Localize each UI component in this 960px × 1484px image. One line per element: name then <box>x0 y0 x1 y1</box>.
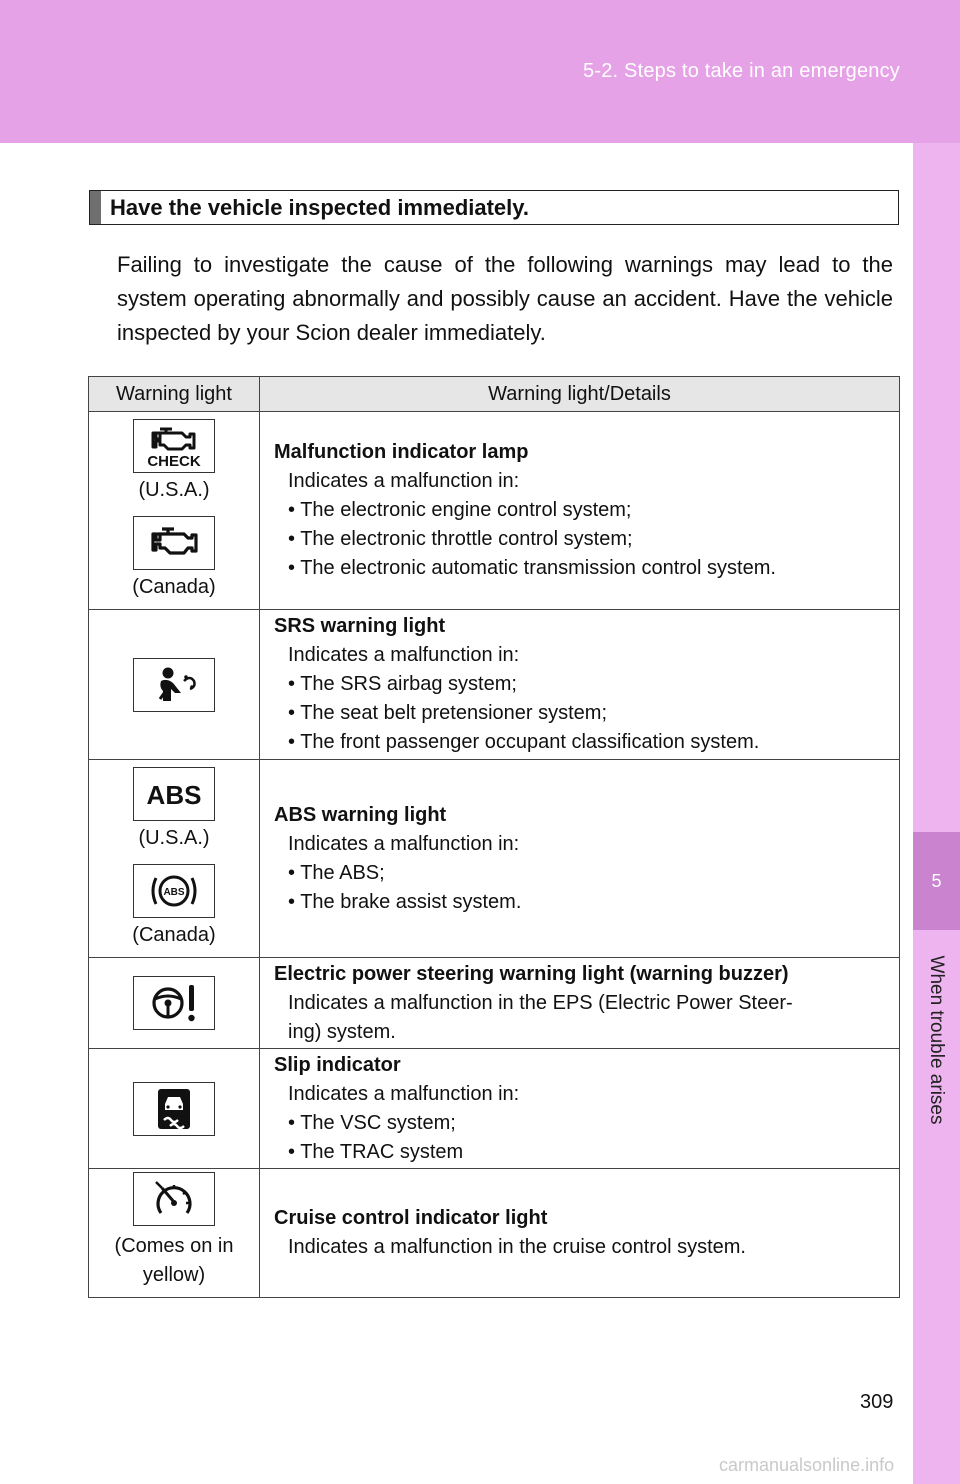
cruise-control-icon <box>133 1172 215 1226</box>
table-row <box>89 760 900 958</box>
icon-cell <box>89 610 260 760</box>
check-engine-icon <box>133 419 215 473</box>
section-title: Have the vehicle inspected immediately. <box>110 195 529 220</box>
details-cell <box>260 412 900 610</box>
abs-text-icon <box>133 767 215 821</box>
watermark: carmanualsonline.info <box>719 1455 895 1475</box>
page-header <box>0 0 960 143</box>
detail-line: Indicates a malfunction in: <box>288 832 520 855</box>
warning-light-table <box>88 376 900 1298</box>
table-row <box>89 610 900 760</box>
icon-cell <box>89 760 260 958</box>
warning-title: Electric power steering warning light (warning buzzer) <box>274 962 789 985</box>
detail-line: Indicates a malfunction in the EPS (Electric Power Steer- <box>288 991 793 1014</box>
detail-line: Indicates a malfunction in: <box>288 470 520 492</box>
warning-title: SRS warning light <box>274 615 446 637</box>
detail-line: • The TRAC system <box>288 1140 464 1163</box>
section-heading-bar <box>89 190 899 225</box>
page-number: 309 <box>860 1391 894 1413</box>
detail-line: • The electronic engine control system; <box>288 499 632 521</box>
chapter-side-tab <box>913 143 960 1484</box>
details-cell <box>260 1169 900 1298</box>
icon-cell <box>89 1169 260 1298</box>
abs-circle-icon <box>133 864 215 918</box>
detail-line: • The front passenger occupant classification system. <box>288 731 760 753</box>
detail-line: • The SRS airbag system; <box>288 673 517 695</box>
color-note-label: (Comes on in yellow) <box>114 1235 234 1286</box>
engine-icon <box>133 516 215 570</box>
chapter-title: When trouble arises <box>926 955 947 1125</box>
detail-line: • The electronic automatic transmission control system. <box>288 557 776 579</box>
table-row <box>89 1049 900 1169</box>
region-label: (Canada) <box>132 923 216 946</box>
column-header-warning-light: Warning light <box>89 377 260 412</box>
detail-line: Indicates a malfunction in: <box>288 1082 520 1105</box>
region-label: (Canada) <box>132 575 216 598</box>
column-header-details: Warning light/Details <box>260 377 900 412</box>
steering-warning-icon <box>133 976 215 1030</box>
region-label: (U.S.A.) <box>138 478 210 501</box>
intro-paragraph: Failing to investigate the cause of the following warnings may lead to the system operating abnormally and possibly cause an accident. Have the vehicle inspected by your Scion dealer immediately. <box>117 252 893 345</box>
warning-title: ABS warning light <box>274 803 447 826</box>
details-cell <box>260 1049 900 1169</box>
table-header-row <box>89 377 900 412</box>
svg-text:ABS: ABS <box>163 886 185 898</box>
details-cell <box>260 760 900 958</box>
slip-indicator-icon <box>133 1082 215 1136</box>
detail-line: • The brake assist system. <box>288 890 522 913</box>
detail-line: • The seat belt pretensioner system; <box>288 702 608 724</box>
svg-text:ABS: ABS <box>146 779 202 810</box>
chapter-number: 5 <box>913 832 960 930</box>
heading-accent <box>90 191 101 224</box>
warning-title: Cruise control indicator light <box>274 1207 548 1229</box>
section-header-text: 5-2. Steps to take in an emergency <box>583 60 900 82</box>
detail-line: • The VSC system; <box>288 1111 456 1134</box>
svg-text:CHECK: CHECK <box>147 452 201 469</box>
warning-title: Slip indicator <box>274 1053 401 1076</box>
region-label: (U.S.A.) <box>138 826 210 849</box>
details-cell <box>260 610 900 760</box>
table-row <box>89 1169 900 1298</box>
icon-cell <box>89 1049 260 1169</box>
detail-line: • The ABS; <box>288 861 385 884</box>
table-row <box>89 958 900 1049</box>
icon-cell <box>89 412 260 610</box>
detail-line: • The electronic throttle control system; <box>288 528 633 550</box>
detail-line: ing) system. <box>288 1020 396 1043</box>
detail-line: Indicates a malfunction in: <box>288 644 520 666</box>
details-cell <box>260 958 900 1049</box>
table-row <box>89 412 900 610</box>
detail-line: Indicates a malfunction in the cruise control system. <box>288 1236 746 1258</box>
icon-cell <box>89 958 260 1049</box>
srs-airbag-icon <box>133 658 215 712</box>
warning-title: Malfunction indicator lamp <box>274 441 529 463</box>
